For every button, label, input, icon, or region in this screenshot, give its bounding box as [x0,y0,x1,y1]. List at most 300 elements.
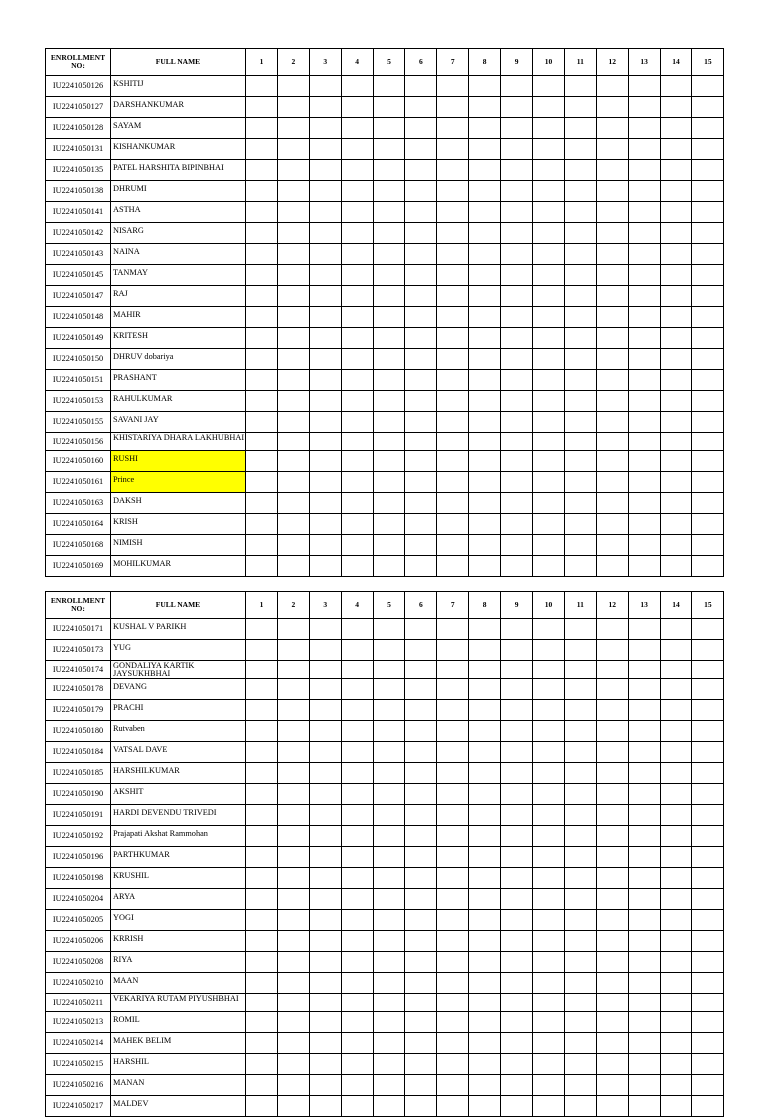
attendance-cell-day-7[interactable] [437,619,469,640]
attendance-cell-day-15[interactable] [692,412,724,433]
attendance-cell-day-2[interactable] [277,307,309,328]
attendance-cell-day-6[interactable] [405,556,437,577]
attendance-cell-day-15[interactable] [692,433,724,451]
attendance-cell-day-13[interactable] [628,826,660,847]
attendance-cell-day-9[interactable] [501,1033,533,1054]
attendance-cell-day-13[interactable] [628,307,660,328]
attendance-cell-day-7[interactable] [437,1012,469,1033]
attendance-cell-day-7[interactable] [437,721,469,742]
attendance-cell-day-12[interactable] [596,223,628,244]
attendance-cell-day-8[interactable] [469,139,501,160]
attendance-cell-day-5[interactable] [373,763,405,784]
attendance-cell-day-3[interactable] [309,514,341,535]
attendance-cell-day-8[interactable] [469,433,501,451]
attendance-cell-day-1[interactable] [246,286,278,307]
attendance-cell-day-10[interactable] [533,805,565,826]
attendance-cell-day-5[interactable] [373,76,405,97]
attendance-cell-day-4[interactable] [341,784,373,805]
attendance-cell-day-12[interactable] [596,721,628,742]
attendance-cell-day-9[interactable] [501,265,533,286]
attendance-cell-day-10[interactable] [533,640,565,661]
attendance-cell-day-4[interactable] [341,910,373,931]
attendance-cell-day-5[interactable] [373,391,405,412]
attendance-cell-day-5[interactable] [373,307,405,328]
attendance-cell-day-2[interactable] [277,514,309,535]
attendance-cell-day-2[interactable] [277,493,309,514]
attendance-cell-day-4[interactable] [341,952,373,973]
attendance-cell-day-14[interactable] [660,763,692,784]
attendance-cell-day-10[interactable] [533,493,565,514]
attendance-cell-day-13[interactable] [628,1096,660,1117]
attendance-cell-day-11[interactable] [564,244,596,265]
attendance-cell-day-1[interactable] [246,433,278,451]
attendance-cell-day-11[interactable] [564,349,596,370]
attendance-cell-day-7[interactable] [437,244,469,265]
attendance-cell-day-14[interactable] [660,994,692,1012]
attendance-cell-day-4[interactable] [341,700,373,721]
attendance-cell-day-6[interactable] [405,931,437,952]
attendance-cell-day-6[interactable] [405,721,437,742]
attendance-cell-day-5[interactable] [373,931,405,952]
attendance-cell-day-8[interactable] [469,391,501,412]
attendance-cell-day-10[interactable] [533,433,565,451]
attendance-cell-day-3[interactable] [309,889,341,910]
attendance-cell-day-13[interactable] [628,742,660,763]
attendance-cell-day-14[interactable] [660,223,692,244]
attendance-cell-day-11[interactable] [564,679,596,700]
attendance-cell-day-8[interactable] [469,472,501,493]
attendance-cell-day-7[interactable] [437,994,469,1012]
attendance-cell-day-7[interactable] [437,640,469,661]
attendance-cell-day-2[interactable] [277,1075,309,1096]
attendance-cell-day-10[interactable] [533,868,565,889]
attendance-cell-day-11[interactable] [564,328,596,349]
attendance-cell-day-12[interactable] [596,514,628,535]
attendance-cell-day-6[interactable] [405,661,437,679]
attendance-cell-day-5[interactable] [373,244,405,265]
attendance-cell-day-1[interactable] [246,535,278,556]
attendance-cell-day-4[interactable] [341,223,373,244]
attendance-cell-day-12[interactable] [596,97,628,118]
attendance-cell-day-15[interactable] [692,619,724,640]
attendance-cell-day-14[interactable] [660,910,692,931]
attendance-cell-day-7[interactable] [437,391,469,412]
attendance-cell-day-2[interactable] [277,244,309,265]
attendance-cell-day-11[interactable] [564,370,596,391]
attendance-cell-day-5[interactable] [373,286,405,307]
attendance-cell-day-6[interactable] [405,202,437,223]
attendance-cell-day-12[interactable] [596,451,628,472]
attendance-cell-day-8[interactable] [469,202,501,223]
attendance-cell-day-9[interactable] [501,556,533,577]
attendance-cell-day-10[interactable] [533,994,565,1012]
attendance-cell-day-7[interactable] [437,412,469,433]
attendance-cell-day-15[interactable] [692,160,724,181]
attendance-cell-day-14[interactable] [660,973,692,994]
attendance-cell-day-4[interactable] [341,1096,373,1117]
attendance-cell-day-4[interactable] [341,139,373,160]
attendance-cell-day-3[interactable] [309,1075,341,1096]
attendance-cell-day-12[interactable] [596,391,628,412]
attendance-cell-day-13[interactable] [628,412,660,433]
attendance-cell-day-6[interactable] [405,391,437,412]
attendance-cell-day-15[interactable] [692,286,724,307]
attendance-cell-day-4[interactable] [341,889,373,910]
attendance-cell-day-5[interactable] [373,412,405,433]
attendance-cell-day-5[interactable] [373,202,405,223]
attendance-cell-day-6[interactable] [405,265,437,286]
attendance-cell-day-6[interactable] [405,328,437,349]
attendance-cell-day-4[interactable] [341,661,373,679]
attendance-cell-day-6[interactable] [405,868,437,889]
attendance-cell-day-7[interactable] [437,349,469,370]
attendance-cell-day-13[interactable] [628,118,660,139]
attendance-cell-day-3[interactable] [309,307,341,328]
attendance-cell-day-8[interactable] [469,640,501,661]
attendance-cell-day-4[interactable] [341,181,373,202]
attendance-cell-day-4[interactable] [341,160,373,181]
attendance-cell-day-6[interactable] [405,1075,437,1096]
attendance-cell-day-3[interactable] [309,433,341,451]
attendance-cell-day-7[interactable] [437,847,469,868]
attendance-cell-day-6[interactable] [405,412,437,433]
attendance-cell-day-2[interactable] [277,412,309,433]
attendance-cell-day-5[interactable] [373,1012,405,1033]
attendance-cell-day-7[interactable] [437,931,469,952]
attendance-cell-day-5[interactable] [373,139,405,160]
attendance-cell-day-1[interactable] [246,721,278,742]
attendance-cell-day-14[interactable] [660,433,692,451]
attendance-cell-day-4[interactable] [341,847,373,868]
attendance-cell-day-15[interactable] [692,223,724,244]
attendance-cell-day-9[interactable] [501,433,533,451]
attendance-cell-day-3[interactable] [309,391,341,412]
attendance-cell-day-12[interactable] [596,265,628,286]
attendance-cell-day-1[interactable] [246,1054,278,1075]
attendance-cell-day-5[interactable] [373,1054,405,1075]
attendance-cell-day-6[interactable] [405,472,437,493]
attendance-cell-day-13[interactable] [628,1054,660,1075]
attendance-cell-day-11[interactable] [564,1033,596,1054]
attendance-cell-day-5[interactable] [373,160,405,181]
attendance-cell-day-12[interactable] [596,889,628,910]
attendance-cell-day-15[interactable] [692,202,724,223]
attendance-cell-day-10[interactable] [533,97,565,118]
attendance-cell-day-9[interactable] [501,202,533,223]
attendance-cell-day-5[interactable] [373,868,405,889]
attendance-cell-day-8[interactable] [469,700,501,721]
attendance-cell-day-1[interactable] [246,1033,278,1054]
attendance-cell-day-8[interactable] [469,349,501,370]
attendance-cell-day-5[interactable] [373,1096,405,1117]
attendance-cell-day-12[interactable] [596,412,628,433]
attendance-cell-day-2[interactable] [277,640,309,661]
attendance-cell-day-15[interactable] [692,1075,724,1096]
attendance-cell-day-15[interactable] [692,76,724,97]
attendance-cell-day-2[interactable] [277,952,309,973]
attendance-cell-day-11[interactable] [564,1012,596,1033]
attendance-cell-day-12[interactable] [596,910,628,931]
attendance-cell-day-2[interactable] [277,1012,309,1033]
attendance-cell-day-3[interactable] [309,1033,341,1054]
attendance-cell-day-6[interactable] [405,910,437,931]
attendance-cell-day-4[interactable] [341,433,373,451]
attendance-cell-day-11[interactable] [564,931,596,952]
attendance-cell-day-14[interactable] [660,1012,692,1033]
attendance-cell-day-12[interactable] [596,433,628,451]
attendance-cell-day-15[interactable] [692,349,724,370]
attendance-cell-day-12[interactable] [596,763,628,784]
attendance-cell-day-11[interactable] [564,286,596,307]
attendance-cell-day-15[interactable] [692,910,724,931]
attendance-cell-day-5[interactable] [373,514,405,535]
attendance-cell-day-9[interactable] [501,412,533,433]
attendance-cell-day-2[interactable] [277,370,309,391]
attendance-cell-day-12[interactable] [596,181,628,202]
attendance-cell-day-15[interactable] [692,1054,724,1075]
attendance-cell-day-3[interactable] [309,826,341,847]
attendance-cell-day-2[interactable] [277,994,309,1012]
attendance-cell-day-6[interactable] [405,286,437,307]
attendance-cell-day-2[interactable] [277,700,309,721]
attendance-cell-day-4[interactable] [341,76,373,97]
attendance-cell-day-10[interactable] [533,223,565,244]
attendance-cell-day-6[interactable] [405,847,437,868]
attendance-cell-day-11[interactable] [564,784,596,805]
attendance-cell-day-13[interactable] [628,514,660,535]
attendance-cell-day-12[interactable] [596,826,628,847]
attendance-cell-day-14[interactable] [660,952,692,973]
attendance-cell-day-1[interactable] [246,556,278,577]
attendance-cell-day-13[interactable] [628,640,660,661]
attendance-cell-day-12[interactable] [596,619,628,640]
attendance-cell-day-13[interactable] [628,661,660,679]
attendance-cell-day-1[interactable] [246,973,278,994]
attendance-cell-day-7[interactable] [437,265,469,286]
attendance-cell-day-1[interactable] [246,742,278,763]
attendance-cell-day-1[interactable] [246,910,278,931]
attendance-cell-day-12[interactable] [596,244,628,265]
attendance-cell-day-1[interactable] [246,118,278,139]
attendance-cell-day-14[interactable] [660,640,692,661]
attendance-cell-day-9[interactable] [501,679,533,700]
attendance-cell-day-14[interactable] [660,451,692,472]
attendance-cell-day-11[interactable] [564,514,596,535]
attendance-cell-day-14[interactable] [660,847,692,868]
attendance-cell-day-14[interactable] [660,661,692,679]
attendance-cell-day-14[interactable] [660,1054,692,1075]
attendance-cell-day-3[interactable] [309,784,341,805]
attendance-cell-day-3[interactable] [309,847,341,868]
attendance-cell-day-13[interactable] [628,160,660,181]
attendance-cell-day-4[interactable] [341,619,373,640]
attendance-cell-day-3[interactable] [309,640,341,661]
attendance-cell-day-9[interactable] [501,619,533,640]
attendance-cell-day-14[interactable] [660,139,692,160]
attendance-cell-day-12[interactable] [596,202,628,223]
attendance-cell-day-13[interactable] [628,328,660,349]
attendance-cell-day-12[interactable] [596,160,628,181]
attendance-cell-day-8[interactable] [469,721,501,742]
attendance-cell-day-3[interactable] [309,76,341,97]
attendance-cell-day-4[interactable] [341,742,373,763]
attendance-cell-day-14[interactable] [660,1075,692,1096]
attendance-cell-day-7[interactable] [437,661,469,679]
attendance-cell-day-2[interactable] [277,868,309,889]
attendance-cell-day-8[interactable] [469,514,501,535]
attendance-cell-day-15[interactable] [692,931,724,952]
attendance-cell-day-1[interactable] [246,370,278,391]
attendance-cell-day-11[interactable] [564,973,596,994]
attendance-cell-day-2[interactable] [277,931,309,952]
attendance-cell-day-15[interactable] [692,826,724,847]
attendance-cell-day-15[interactable] [692,244,724,265]
attendance-cell-day-2[interactable] [277,76,309,97]
attendance-cell-day-13[interactable] [628,619,660,640]
attendance-cell-day-14[interactable] [660,76,692,97]
attendance-cell-day-15[interactable] [692,451,724,472]
attendance-cell-day-4[interactable] [341,973,373,994]
attendance-cell-day-4[interactable] [341,826,373,847]
attendance-cell-day-15[interactable] [692,661,724,679]
attendance-cell-day-2[interactable] [277,202,309,223]
attendance-cell-day-2[interactable] [277,451,309,472]
attendance-cell-day-8[interactable] [469,451,501,472]
attendance-cell-day-3[interactable] [309,535,341,556]
attendance-cell-day-8[interactable] [469,556,501,577]
attendance-cell-day-11[interactable] [564,742,596,763]
attendance-cell-day-8[interactable] [469,889,501,910]
attendance-cell-day-3[interactable] [309,931,341,952]
attendance-cell-day-15[interactable] [692,535,724,556]
attendance-cell-day-4[interactable] [341,286,373,307]
attendance-cell-day-13[interactable] [628,202,660,223]
attendance-cell-day-6[interactable] [405,97,437,118]
attendance-cell-day-8[interactable] [469,784,501,805]
attendance-cell-day-9[interactable] [501,721,533,742]
attendance-cell-day-5[interactable] [373,910,405,931]
attendance-cell-day-1[interactable] [246,640,278,661]
attendance-cell-day-1[interactable] [246,763,278,784]
attendance-cell-day-2[interactable] [277,742,309,763]
attendance-cell-day-12[interactable] [596,556,628,577]
attendance-cell-day-15[interactable] [692,493,724,514]
attendance-cell-day-14[interactable] [660,181,692,202]
attendance-cell-day-2[interactable] [277,1054,309,1075]
attendance-cell-day-10[interactable] [533,412,565,433]
attendance-cell-day-2[interactable] [277,1096,309,1117]
attendance-cell-day-13[interactable] [628,805,660,826]
attendance-cell-day-1[interactable] [246,931,278,952]
attendance-cell-day-13[interactable] [628,679,660,700]
attendance-cell-day-15[interactable] [692,889,724,910]
attendance-cell-day-5[interactable] [373,784,405,805]
attendance-cell-day-10[interactable] [533,973,565,994]
attendance-cell-day-12[interactable] [596,76,628,97]
attendance-cell-day-1[interactable] [246,202,278,223]
attendance-cell-day-1[interactable] [246,412,278,433]
attendance-cell-day-10[interactable] [533,76,565,97]
attendance-cell-day-11[interactable] [564,412,596,433]
attendance-cell-day-9[interactable] [501,118,533,139]
attendance-cell-day-7[interactable] [437,784,469,805]
attendance-cell-day-3[interactable] [309,412,341,433]
attendance-cell-day-15[interactable] [692,868,724,889]
attendance-cell-day-13[interactable] [628,472,660,493]
attendance-cell-day-3[interactable] [309,952,341,973]
attendance-cell-day-10[interactable] [533,286,565,307]
attendance-cell-day-15[interactable] [692,1033,724,1054]
attendance-cell-day-7[interactable] [437,742,469,763]
attendance-cell-day-3[interactable] [309,910,341,931]
attendance-cell-day-2[interactable] [277,805,309,826]
attendance-cell-day-1[interactable] [246,679,278,700]
attendance-cell-day-9[interactable] [501,1054,533,1075]
attendance-cell-day-1[interactable] [246,244,278,265]
attendance-cell-day-1[interactable] [246,994,278,1012]
attendance-cell-day-6[interactable] [405,139,437,160]
attendance-cell-day-9[interactable] [501,451,533,472]
attendance-cell-day-15[interactable] [692,139,724,160]
attendance-cell-day-7[interactable] [437,1054,469,1075]
attendance-cell-day-3[interactable] [309,661,341,679]
attendance-cell-day-1[interactable] [246,784,278,805]
attendance-cell-day-11[interactable] [564,451,596,472]
attendance-cell-day-6[interactable] [405,1033,437,1054]
attendance-cell-day-3[interactable] [309,679,341,700]
attendance-cell-day-14[interactable] [660,535,692,556]
attendance-cell-day-3[interactable] [309,1054,341,1075]
attendance-cell-day-11[interactable] [564,433,596,451]
attendance-cell-day-10[interactable] [533,1075,565,1096]
attendance-cell-day-10[interactable] [533,910,565,931]
attendance-cell-day-3[interactable] [309,556,341,577]
attendance-cell-day-5[interactable] [373,328,405,349]
attendance-cell-day-1[interactable] [246,391,278,412]
attendance-cell-day-11[interactable] [564,640,596,661]
attendance-cell-day-7[interactable] [437,181,469,202]
attendance-cell-day-3[interactable] [309,265,341,286]
attendance-cell-day-5[interactable] [373,640,405,661]
attendance-cell-day-1[interactable] [246,889,278,910]
attendance-cell-day-11[interactable] [564,700,596,721]
attendance-cell-day-10[interactable] [533,244,565,265]
attendance-cell-day-14[interactable] [660,286,692,307]
attendance-cell-day-11[interactable] [564,97,596,118]
attendance-cell-day-12[interactable] [596,535,628,556]
attendance-cell-day-1[interactable] [246,826,278,847]
attendance-cell-day-7[interactable] [437,286,469,307]
attendance-cell-day-6[interactable] [405,826,437,847]
attendance-cell-day-6[interactable] [405,160,437,181]
attendance-cell-day-14[interactable] [660,1033,692,1054]
attendance-cell-day-14[interactable] [660,742,692,763]
attendance-cell-day-2[interactable] [277,847,309,868]
attendance-cell-day-4[interactable] [341,721,373,742]
attendance-cell-day-12[interactable] [596,805,628,826]
attendance-cell-day-15[interactable] [692,640,724,661]
attendance-cell-day-13[interactable] [628,97,660,118]
attendance-cell-day-1[interactable] [246,1096,278,1117]
attendance-cell-day-2[interactable] [277,826,309,847]
attendance-cell-day-3[interactable] [309,349,341,370]
attendance-cell-day-8[interactable] [469,619,501,640]
attendance-cell-day-14[interactable] [660,265,692,286]
attendance-cell-day-12[interactable] [596,118,628,139]
attendance-cell-day-8[interactable] [469,412,501,433]
attendance-cell-day-13[interactable] [628,76,660,97]
attendance-cell-day-10[interactable] [533,1033,565,1054]
